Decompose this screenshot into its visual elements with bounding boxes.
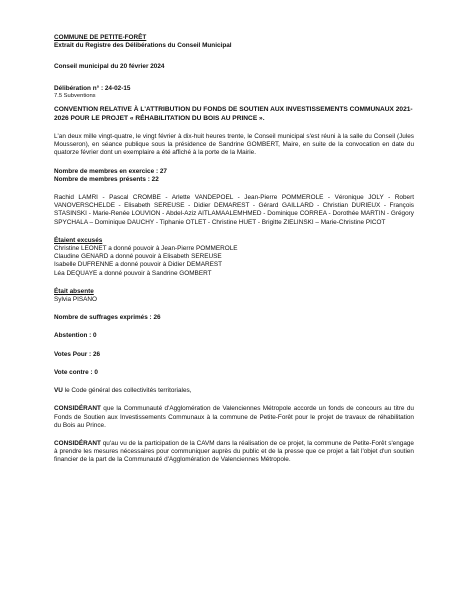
deliberation-category: 7.5 Subventions — [54, 92, 96, 99]
excused-item: Léa DEQUAYE a donné pouvoir à Sandrine GOMBERT — [54, 269, 212, 277]
excused-item: Christine LEONET a donné pouvoir à Jean-Pierre POMMEROLE — [54, 245, 238, 253]
considerant-label: CONSIDÉRANT — [54, 439, 101, 447]
absent-name: Sylvia PISANO — [54, 296, 97, 304]
considerant-label: CONSIDÉRANT — [54, 405, 101, 413]
meeting-date: Conseil municipal du 20 février 2024 — [54, 63, 165, 71]
considerant-text: que la Communauté d'Agglomération de Valenciennes Métropole accorde un fonds de concours au titre du Fonds de Soutien aux Investissements Communaux à la commune de Petite-Forêt pour le projet de travaux de réhabilitation du Bois au Prince. — [54, 405, 414, 429]
members-present: Nombre de membres présents : 22 — [54, 175, 159, 183]
votes-expressed: Nombre de suffrages exprimés : 26 — [54, 314, 161, 322]
votes-against: Vote contre : 0 — [54, 368, 98, 376]
votes-abstention: Abstention : 0 — [54, 332, 97, 340]
commune-name: COMMUNE DE PETITE-FORÊT — [54, 34, 147, 41]
vu-label: VU — [54, 387, 63, 395]
vu-text: le Code général des collectivités territoriales, — [62, 387, 192, 395]
deliberation-title: CONVENTION RELATIVE À L'ATTRIBUTION DU FONDS DE SOUTIEN AUX INVESTISSEMENTS COMMUNAUX 2021-2026 POUR LE PROJET « RÉHABILITATION DU BOIS AU PRINCE ». — [54, 106, 413, 122]
absent-heading: Était absente — [54, 287, 94, 295]
register-extract: Extrait du Registre des Délibérations du Conseil Municipal — [54, 42, 232, 50]
votes-for: Votes Pour : 26 — [54, 350, 101, 358]
deliberation-number: Délibération n° : 24-02-15 — [54, 84, 131, 92]
present-members-list: Rachid LAMRI - Pascal CROMBE - Arlette VANDEPOEL - Jean-Pierre POMMEROLE - Véronique JOLY - Robert VANOVERSCHELDE - Elisabeth SEREUSE - Didier DEMAREST - Gérard GAILLARD - Christian DURIEUX - François STASINSKI - Marie-Renée LOUVION - Abdel-Aziz AITLAMAALEMHMED - Dominique CORREA - Dorothée MARTIN - Grégory SPYCHALA – Dominique DAUCHY - Tiphanie OTLET - Christine HUET - Brigitte ZIELINSKI – Marie-Christine PICOT — [54, 194, 414, 226]
session-intro: L'an deux mille vingt-quatre, le vingt février à dix-huit heures trente, le Conseil municipal s'est réuni à la salle du Conseil (Jules Mousseron), en séance publique sous la présidence de Sandrine GOMBERT, Maire, en suite de la convocation en date du quatorze février dont un exemplaire a été affiché à la porte de la Mairie. — [54, 133, 414, 157]
vu-clause — [54, 387, 414, 395]
excused-item: Isabelle DUFRENNE a donné pouvoir à Didier DEMAREST — [54, 261, 222, 269]
considerant-clause-2 — [54, 440, 414, 465]
considerant-text: qu'au vu de la participation de la CAVM dans la réalisation de ce projet, la commune de Petite-Forêt s'engage à prendre les mesures nécessaires pour communiquer auprès du public et de la presse que ce projet a fait l'objet d'un soutien financier de la part de la Communauté d'Agglomération de Valenciennes Métropole. — [54, 439, 414, 464]
members-in-office: Nombre de membres en exercice : 27 — [54, 167, 167, 175]
excused-item: Claudine GENARD a donné pouvoir à Elisabeth SEREUSE — [54, 253, 222, 261]
excused-heading: Étaient excusés — [54, 236, 103, 244]
considerant-clause-1 — [54, 405, 414, 430]
